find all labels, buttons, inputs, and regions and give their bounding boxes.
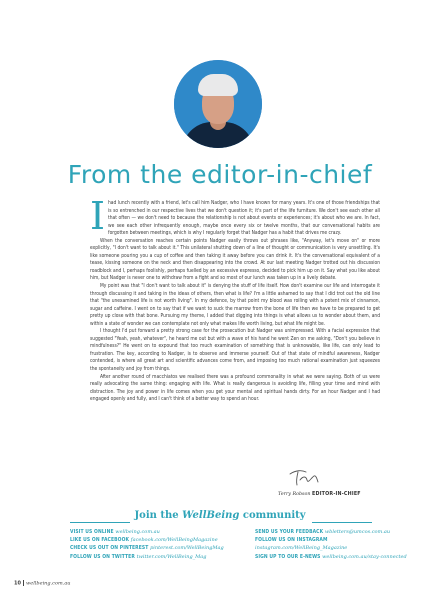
article-paragraph: When the conversation reaches certain points Nadger easily throws out phrases like, "Anyway, let's move on" or more explicitly, "I don't want to talk about it." This unilateral shutting down of a line of thought or communication is very unsettling. It's like someone pouring you a cup of coffee and then taking it away before you can drink it. It's the conversational equivalent of a tease, kissing someone on the neck and then disappearing into the crowd. At our last meeting Nadger trotted out his discussion roadblock and I, perhaps foolishly, perhaps fuelled by an excessive espresso, decided to pick him up on it. Say what you like about him, but Nadger is never one to withdraw from a fight and so most of our lunch was taken up in a lively debate.	[90, 237, 380, 282]
heading-rule-right	[312, 522, 372, 523]
signature-icon	[288, 466, 320, 488]
drop-cap: I	[90, 194, 106, 238]
author-role: EDITOR-IN-CHIEF	[312, 492, 361, 497]
article-paragraph: I thought I'd put forward a pretty strong case for the prosecution but Nadger was unimpressed. With a facial expression that suggested "Yeah, yeah, whatever", he heard me out but with a wave of his hand he went Zen on me asking, "Don't you believe in mindfulness?" He went on to expound that too much examination of something that is unknowable, like life, can only lead to frustration. The key, according to Nadger, is to observe and immerse yourself. Out of that state of mindful awareness, Nadger contended, is where all great art and scientific advances come from, and imposing too much rational examination just squeezes the spontaneity and joy from things.	[90, 328, 380, 373]
community-link-facebook[interactable]: LIKE US ON FACEBOOK facebook.com/WellBeingMagazine	[70, 537, 218, 544]
community-link-instagram[interactable]: instagram.com/WellBeing_Magazine	[255, 545, 348, 552]
author-name: Terry Robson	[278, 492, 311, 497]
page-title: From the editor-in-chief	[67, 160, 373, 189]
page-footer	[14, 580, 71, 587]
heading-rule-left	[70, 522, 130, 523]
community-link-instagram-label: FOLLOW US ON INSTAGRAM	[255, 537, 328, 544]
page-number: 10	[14, 580, 21, 587]
community-link-twitter[interactable]: FOLLOW US ON TWITTER twitter.com/WellBeing_Mag	[70, 553, 207, 560]
community-link-pinterest[interactable]: CHECK US OUT ON PINTEREST pinterest.com/WellBeingMag	[70, 545, 224, 552]
community-link-feedback[interactable]: SEND US YOUR FEEDBACK wbletters@umcos.com.au	[255, 529, 391, 535]
community-link-enews[interactable]: SIGN UP TO OUR E-NEWS wellbeing.com.au/stay-connected	[255, 553, 407, 560]
folio-divider	[23, 580, 24, 586]
editor-portrait	[174, 60, 262, 148]
article-paragraph: had lunch recently with a friend, let's call him Nadger, who I have known for many years. It's one of those friendships that is so entrenched in our respective lives that we don't question it; it's part of the life furniture. We don't see each other all that often — we don't need to because the relationship is not about events or experiences; it's about who we are. In fact, we see each other infrequently enough, maybe once every six or twelve months, that our conversational habits are forgotten between meetings, which is why I regularly forget that Nadger has a habit that drives me crazy.	[108, 200, 380, 237]
community-links-right	[255, 528, 407, 561]
community-link-website[interactable]: VISIT US ONLINE wellbeing.com.au	[70, 529, 160, 535]
article-body	[90, 194, 380, 404]
community-heading-brand: WellBeing	[182, 510, 240, 521]
community-heading-suffix: community	[239, 510, 306, 521]
article-paragraph: My point was that "I don't want to talk about it" is denying the stuff of life itself. How don't examine our life and interrogate it through discussing it and taking in the ideas of others, then what is life? I'm a little ashamed to say that I did trot out the old line that "the unexamined life is not worth living". In my defence, by that point my blood was roiling with a potent mix of cinnamon, sugar and caffeine. I went on to say that if we want to suck the marrow from the bone of life then we have to be prepared to get pretty up close with that bone. Pursuing my theme, I added that digging into things is what allows us to wonder about them, and within a state of wonder we can contemplate not only what makes life worth living, but what life might be.	[90, 283, 380, 327]
article-paragraph: After another round of macchiatos we realised there was a profound commonality in what we were saying. Both of us were really advocating the same thing: engaging with life. What is really dangerous is avoiding life, filling your time and mind with distraction. The joy and power in life comes when you get your mental and spiritual hands dirty. For an hour Nadger and I had engaged openly and fully, and I can't think of a better way to spend an hour.	[90, 373, 380, 403]
community-heading	[0, 510, 440, 521]
footer-site: wellbeing.com.au	[25, 580, 71, 587]
byline	[278, 492, 361, 497]
community-links-left	[70, 528, 224, 561]
community-heading-prefix: Join the	[134, 510, 183, 521]
